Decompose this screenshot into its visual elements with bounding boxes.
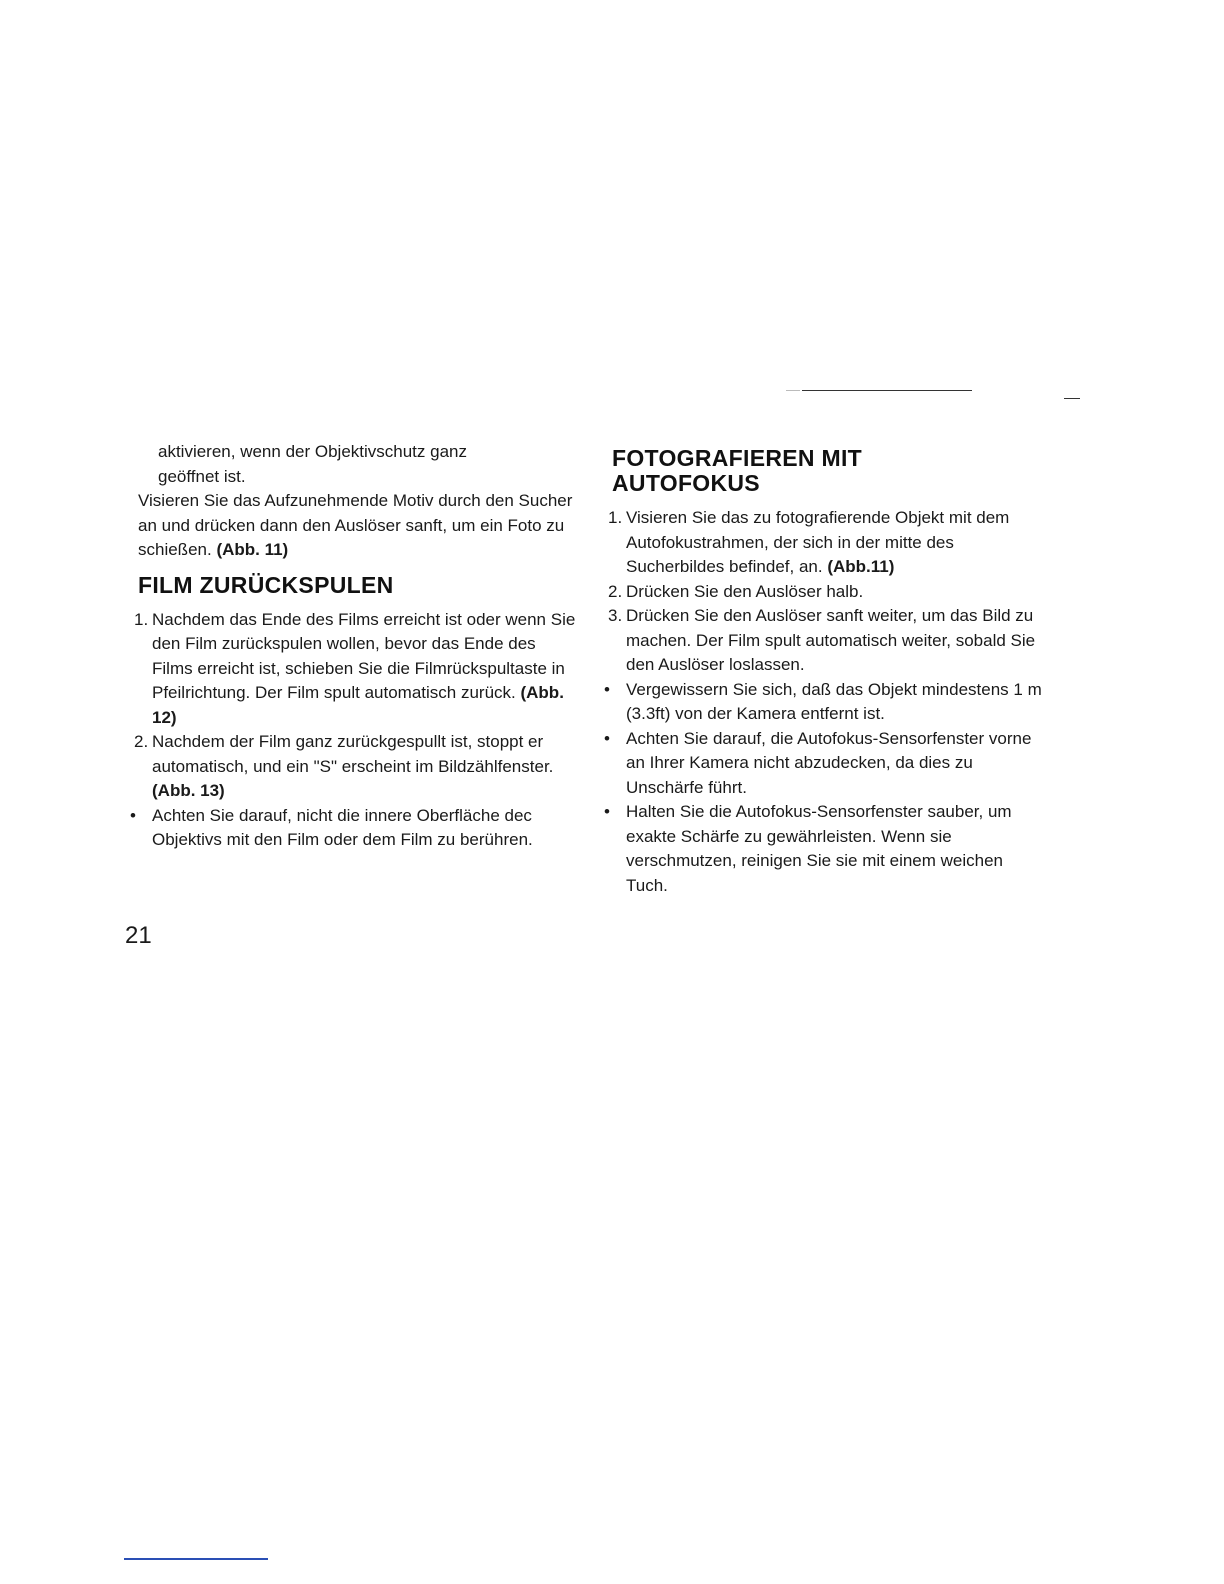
section-heading-fotografieren-mit-autofokus <box>612 446 1042 496</box>
note-text: Halten Sie die Autofokus-Sensorfenster sauber, um exakte Schärfe zu gewährleisten. Wenn sie verschmutzen, reinigen Sie sie mit einem weichen Tuch. <box>626 802 1012 895</box>
list-item <box>608 580 1042 605</box>
bottom-rule <box>124 1558 268 1560</box>
step-number: 3. <box>608 606 623 625</box>
note-text: Achten Sie darauf, die Autofokus-Sensorfenster vorne an Ihrer Kamera nicht abzudecken, da dies zu Unschärfe führt. <box>626 728 1032 797</box>
bullet-icon: • <box>130 805 136 825</box>
figure-ref: (Abb. 12) <box>152 683 564 727</box>
top-rule <box>802 390 972 391</box>
top-short-rule <box>1064 398 1080 399</box>
page-number: 21 <box>125 922 152 949</box>
step-text: Drücken Sie den Auslöser sanft weiter, um das Bild zu machen. Der Film spult automatisch weiter, sobald Sie den Auslöser loslassen. <box>626 606 1036 674</box>
bullet-icon: • <box>604 802 610 821</box>
intro-paragraph-ref: (Abb. 11) <box>216 540 289 559</box>
bullet-note <box>604 727 1042 801</box>
figure-ref: (Abb.11) <box>827 557 895 576</box>
step-text: Visieren Sie das zu fotografierende Objekt mit dem Autofokustrahmen, der sich in der mitte des Sucherbildes befindef, an. (Abb.11) <box>626 508 1010 576</box>
bullet-icon: • <box>604 728 610 748</box>
bullet-note <box>604 678 1042 727</box>
note-text: Vergewissern Sie sich, daß das Objekt mindestens 1 m (3.3ft) von der Kamera entfernt ist. <box>626 679 1042 723</box>
left-column <box>130 440 578 853</box>
step-number: 2. <box>608 581 623 601</box>
step-number: 1. <box>608 508 623 527</box>
list-item <box>134 608 578 731</box>
step-number: 1. <box>134 609 149 629</box>
step-text: Nachdem der Film ganz zurückgespullt ist, stoppt er automatisch, und ein "S" erscheint im Bildzählfenster. (Abb. 13) <box>152 732 554 800</box>
note-text: Achten Sie darauf, nicht die innere Oberfläche dec Objektivs mit den Film oder dem Film zu berühren. <box>152 805 533 849</box>
step-text: Drücken Sie den Auslöser halb. <box>626 581 864 601</box>
bullet-icon: • <box>604 679 610 699</box>
step-text: Nachdem das Ende des Films erreicht ist oder wenn Sie den Film zurückspulen wollen, bevor das Ende des Films erreicht ist, schieben Sie die Filmrückspultaste in Pfeilrichtung. Der Film spult automatisch zurück. (Abb. 12) <box>152 609 576 727</box>
intro-line-2: geöffnet ist. <box>158 466 246 486</box>
list-item <box>134 730 578 804</box>
list-item <box>608 506 1042 580</box>
section-heading-film-zurueckspulen: FILM ZURÜCKSPULEN <box>138 571 394 598</box>
heading-line-1: FOTOGRAFIEREN MIT <box>612 445 863 471</box>
intro-paragraph <box>138 489 578 563</box>
bullet-note <box>130 804 578 853</box>
bullet-note <box>604 800 1042 898</box>
heading-line-2: AUTOFOKUS <box>612 470 760 496</box>
step-number: 2. <box>134 732 149 751</box>
intro-paragraph-text: Visieren Sie das Aufzunehmende Motiv durch den Sucher an und drücken dann den Auslöser sanft, um ein Foto zu schießen. <box>138 491 573 559</box>
intro-line-1: aktivieren, wenn der Objektivschutz ganz <box>158 442 467 461</box>
top-dotted-rule <box>786 390 800 391</box>
list-item <box>608 604 1042 678</box>
right-column <box>604 445 1042 898</box>
figure-ref: (Abb. 13) <box>152 781 225 800</box>
